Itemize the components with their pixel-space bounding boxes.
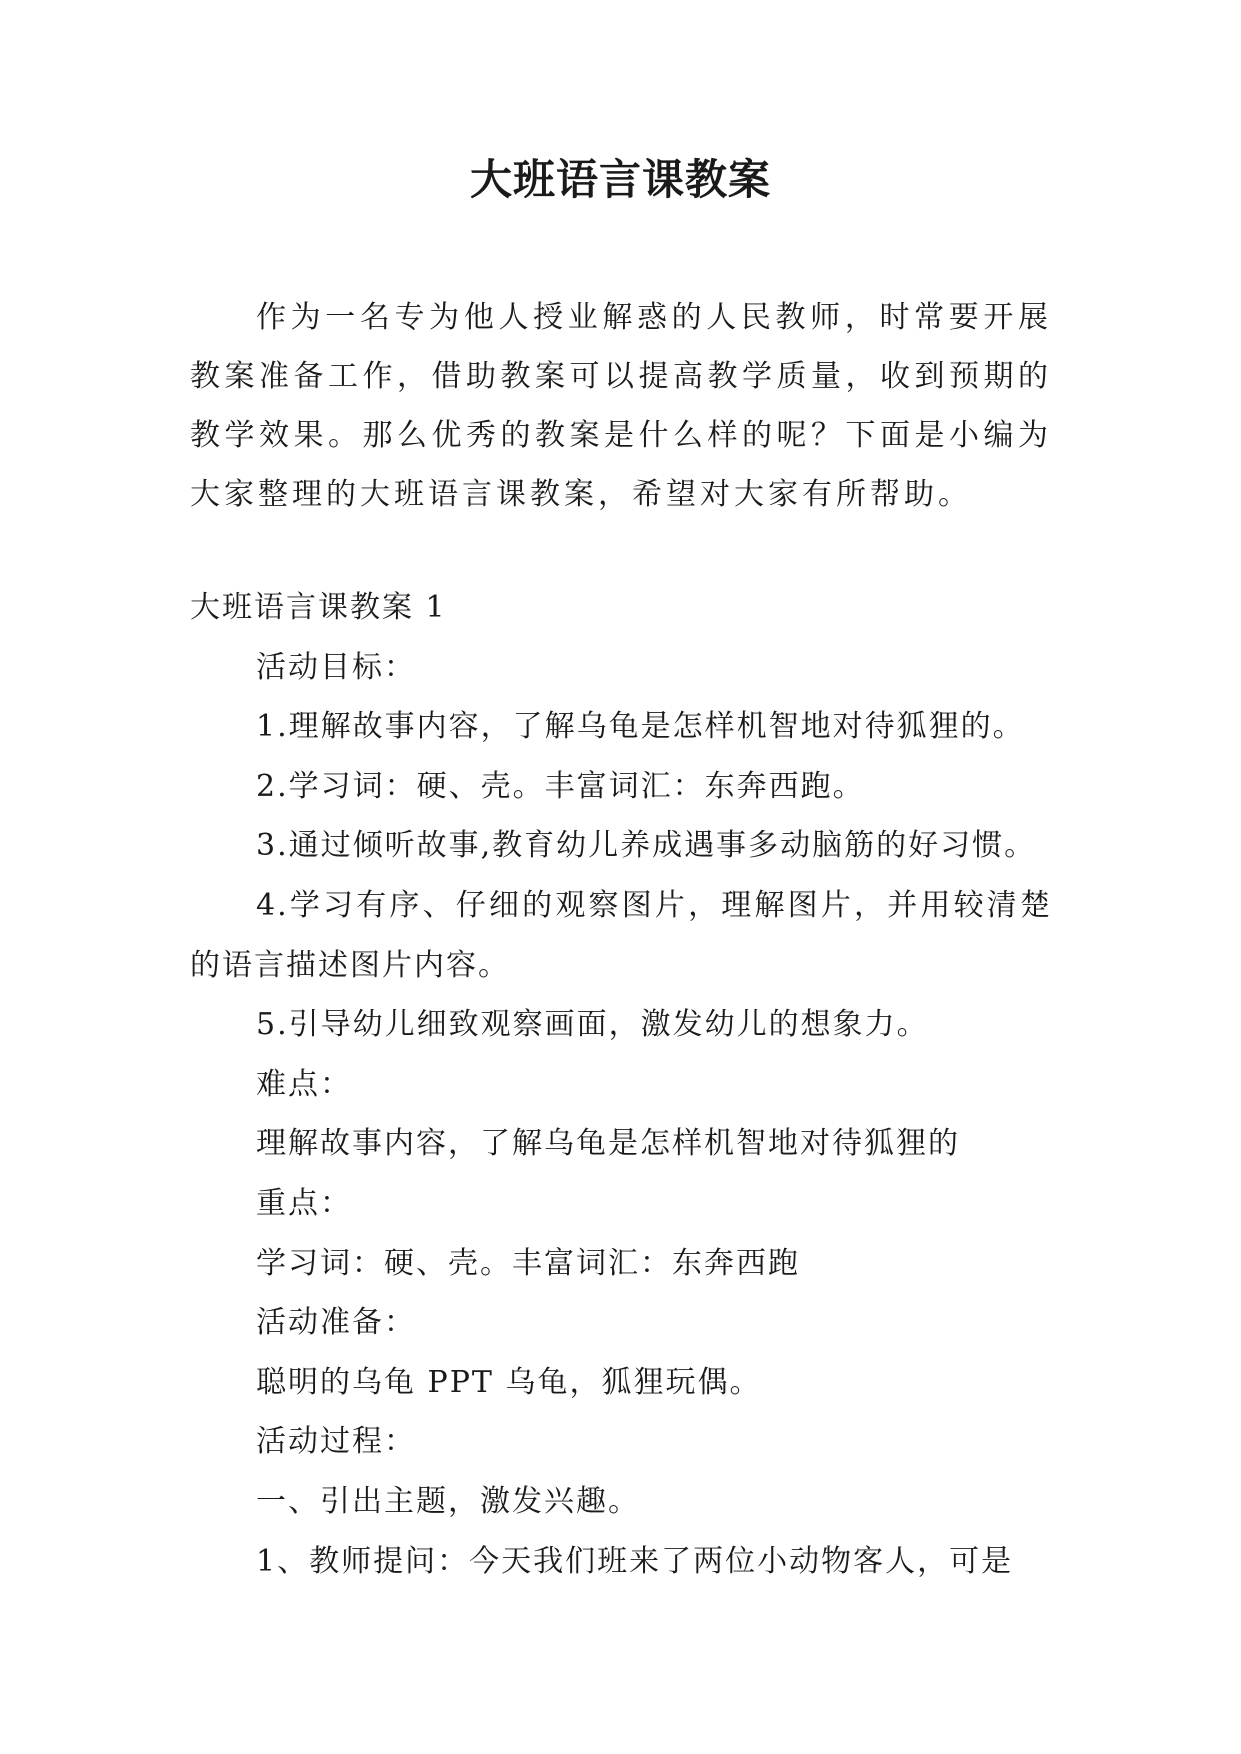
difficulty-text: 理解故事内容，了解乌龟是怎样机智地对待狐狸的 — [256, 1126, 960, 1162]
document-title: 大班语言课教案 — [469, 155, 771, 204]
goal-item-3: 3.通过倾听故事,教育幼儿养成遇事多动脑筋的好习惯。 — [256, 828, 1037, 864]
lesson-plan-body — [190, 578, 1070, 1591]
goal-item-1: 1.理解故事内容，了解乌龟是怎样机智地对待狐狸的。 — [256, 709, 1025, 745]
key-point-text: 学习词：硬、壳。丰富词汇：东奔西跑 — [256, 1245, 800, 1281]
key-point-label: 重点： — [256, 1185, 352, 1221]
preparation-text: 聪明的乌龟 PPT 乌龟，狐狸玩偶。 — [256, 1364, 762, 1400]
goal-item-2: 2.学习词：硬、壳。丰富词汇：东奔西跑。 — [256, 768, 865, 804]
process-label: 活动过程： — [256, 1424, 416, 1460]
goal-item-4: 4.学习有序、仔细的观察图片，理解图片，并用较清楚的语言描述图片内容。 — [190, 887, 1052, 983]
section-heading: 大班语言课教案 1 — [190, 590, 447, 625]
goals-label: 活动目标： — [256, 649, 416, 685]
goal-item-5: 5.引导幼儿细致观察画面，激发幼儿的想象力。 — [256, 1007, 929, 1043]
intro-paragraph: 作为一名专为他人授业解惑的人民教师，时常要开展教案准备工作，借助教案可以提高教学质量，收到预期的教学效果。那么优秀的教案是什么样的呢？下面是小编为大家整理的大班语言课教案，希望对大家有所帮助。 — [190, 300, 1052, 512]
step-1-heading: 一、引出主题，激发兴趣。 — [256, 1483, 640, 1519]
difficulty-label: 难点： — [256, 1066, 352, 1102]
preparation-label: 活动准备： — [256, 1305, 416, 1341]
step-1-text: 1、教师提问：今天我们班来了两位小动物客人，可是 — [256, 1543, 1014, 1579]
